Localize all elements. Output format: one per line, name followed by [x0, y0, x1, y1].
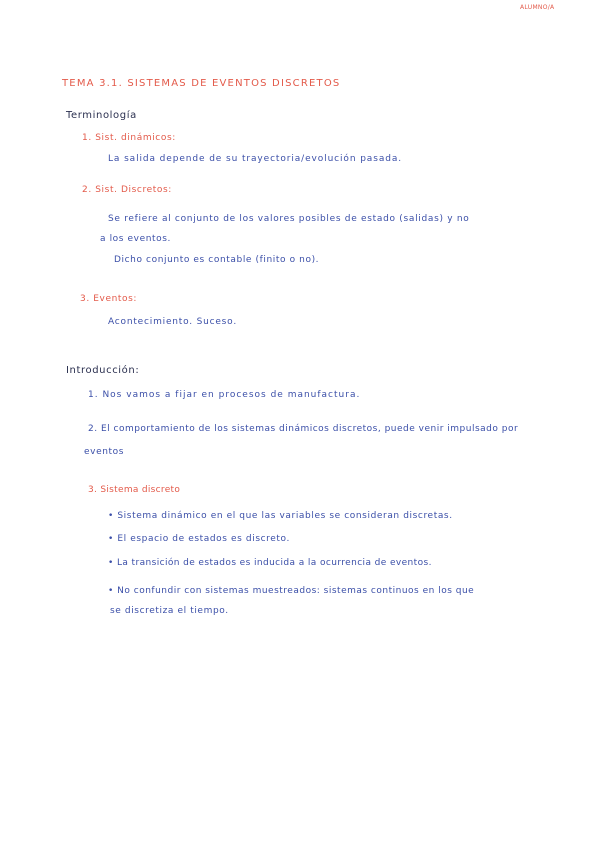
bullet-4-continued: se discretiza el tiempo.	[110, 606, 229, 616]
item-label-dynamic: 1. Sist. dinámicos:	[82, 133, 176, 143]
intro-item-1: 1. Nos vamos a fijar en procesos de manufactura.	[88, 390, 361, 400]
section-heading-introduction: Introducción:	[66, 365, 140, 376]
item-text-dynamic: La salida depende de su trayectoria/evolución pasada.	[108, 154, 403, 164]
bullet-2: • El espacio de estados es discreto.	[108, 534, 290, 544]
item-text-discrete-3: Dicho conjunto es contable (finito o no).	[114, 255, 320, 265]
item-label-events: 3. Eventos:	[80, 294, 138, 304]
corner-mark: ALUMNO/A	[520, 4, 555, 11]
intro-item-2: 2. El comportamiento de los sistemas dinámicos discretos, puede venir impulsado por	[88, 424, 519, 434]
page-title: TEMA 3.1. SISTEMAS DE EVENTOS DISCRETOS	[62, 78, 341, 89]
intro-item-2-continued: eventos	[84, 447, 125, 457]
item-text-discrete-1: Se refiere al conjunto de los valores posibles de estado (salidas) y no	[108, 214, 470, 224]
item-label-discrete: 2. Sist. Discretos:	[82, 185, 172, 195]
section-heading-terminology: Terminología	[66, 110, 137, 121]
item-text-events: Acontecimiento. Suceso.	[108, 317, 237, 327]
bullet-1: • Sistema dinámico en el que las variables se consideran discretas.	[108, 511, 453, 521]
item-text-discrete-2: a los eventos.	[100, 234, 172, 244]
bullet-3: • La transición de estados es inducida a la ocurrencia de eventos.	[108, 558, 432, 568]
bullet-4: • No confundir con sistemas muestreados: sistemas continuos en los que	[108, 586, 475, 596]
intro-subheading: 3. Sistema discreto	[88, 485, 181, 495]
